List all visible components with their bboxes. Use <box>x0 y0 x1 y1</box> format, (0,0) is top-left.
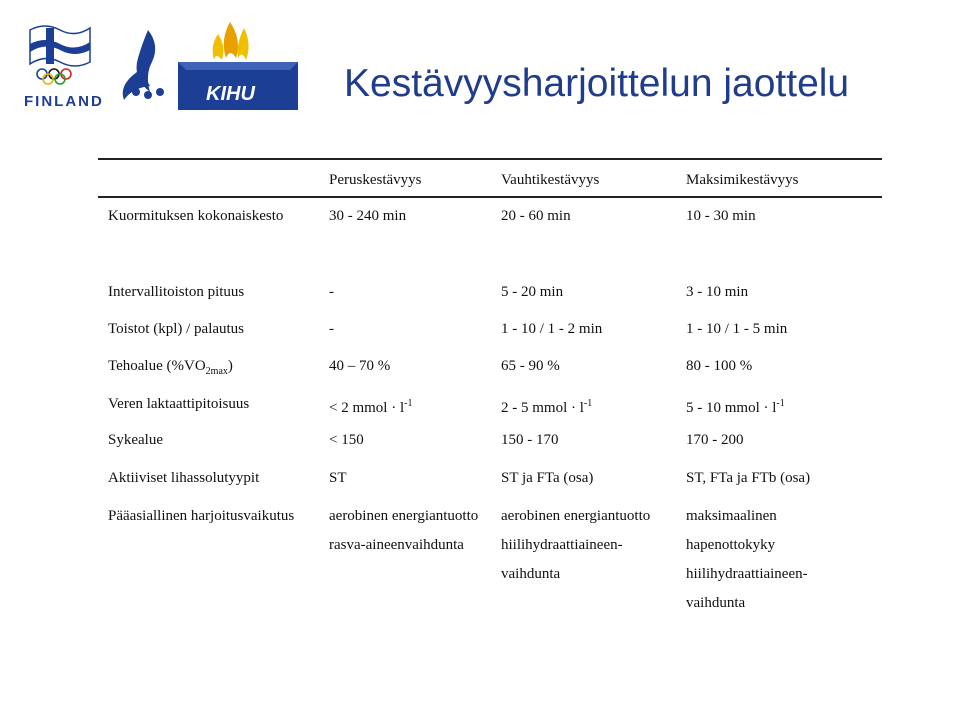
table-cell: 30 - 240 min <box>329 208 407 224</box>
table-cell: 1 - 10 / 1 - 2 min <box>501 321 603 337</box>
table-cell: 5 - 20 min <box>501 284 564 300</box>
logo-group <box>0 0 320 120</box>
row-label: Pääasiallinen harjoitusvaikutus <box>108 508 295 524</box>
kihu-text: KIHU <box>206 83 255 105</box>
row-label-subscript: 2max <box>205 366 228 377</box>
table-cell: 40 – 70 % <box>329 358 391 374</box>
table-cell: 1 - 10 / 1 - 5 min <box>686 321 788 337</box>
table-cell: 80 - 100 % <box>686 358 753 374</box>
table-cell <box>329 395 412 417</box>
unit-superscript: -1 <box>583 398 593 409</box>
table-cell: 10 - 30 min <box>686 208 756 224</box>
column-header: Peruskestävyys <box>329 172 422 188</box>
table-cell: 3 - 10 min <box>686 284 749 300</box>
finland-olympic-logo <box>24 26 104 110</box>
table-cell-line: hiilihydraattiaineen- <box>686 566 808 582</box>
row-label: Veren laktaattipitoisuus <box>108 396 250 412</box>
table-cell-line: vaihdunta <box>686 595 746 611</box>
table-cell-line: aerobinen energiantuotto <box>329 508 479 524</box>
table-cell-line: vaihdunta <box>501 566 561 582</box>
table-top-rule <box>98 158 882 160</box>
column-header: Maksimikestävyys <box>686 172 799 188</box>
logos-graphic <box>0 0 320 120</box>
table-cell <box>686 395 785 417</box>
table-cell-line: rasva-aineenvaihdunta <box>329 537 464 553</box>
table-cell-line: hapenottokyky <box>686 537 776 553</box>
table-cell: 170 - 200 <box>686 432 744 448</box>
unit-superscript: -1 <box>776 398 785 409</box>
row-label <box>108 357 233 381</box>
table-cell-line: maksimaalinen <box>686 508 777 524</box>
row-label: Toistot (kpl) / palautus <box>108 321 245 337</box>
finland-text: FINLAND <box>24 93 104 110</box>
table-header-rule <box>98 196 882 198</box>
cell-value: 5 - 10 mmol · l <box>686 400 777 416</box>
row-label-prefix: Tehoalue (%VO <box>108 358 206 374</box>
row-label: Aktiiviset lihassolutyypit <box>108 470 260 486</box>
row-label: Sykealue <box>108 432 163 448</box>
table-cell: 65 - 90 % <box>501 358 560 374</box>
cell-value: < 2 mmol · l <box>329 400 405 416</box>
page-title: Kestävyysharjoittelun jaottelu <box>344 62 850 105</box>
table-cell: 20 - 60 min <box>501 208 571 224</box>
column-header: Vauhtikestävyys <box>501 172 600 188</box>
table-cell: ST ja FTa (osa) <box>501 470 594 486</box>
table-cell <box>501 395 592 417</box>
paralympic-logo <box>123 30 164 100</box>
table-cell: ST, FTa ja FTb (osa) <box>686 470 811 486</box>
table-cell: 150 - 170 <box>501 432 559 448</box>
row-label: Kuormituksen kokonaiskesto <box>108 208 284 224</box>
cell-value: 2 - 5 mmol · l <box>501 400 584 416</box>
table-cell: ST <box>329 470 347 486</box>
table-cell-line: aerobinen energiantuotto <box>501 508 651 524</box>
table-cell-line: hiilihydraattiaineen- <box>501 537 623 553</box>
kihu-logo <box>178 22 298 110</box>
unit-superscript: -1 <box>404 398 413 409</box>
table-cell: < 150 <box>329 432 364 448</box>
table-cell: - <box>329 321 334 337</box>
row-label: Intervallitoiston pituus <box>108 284 245 300</box>
table-cell: - <box>329 284 334 300</box>
row-label-suffix: ) <box>227 358 233 374</box>
